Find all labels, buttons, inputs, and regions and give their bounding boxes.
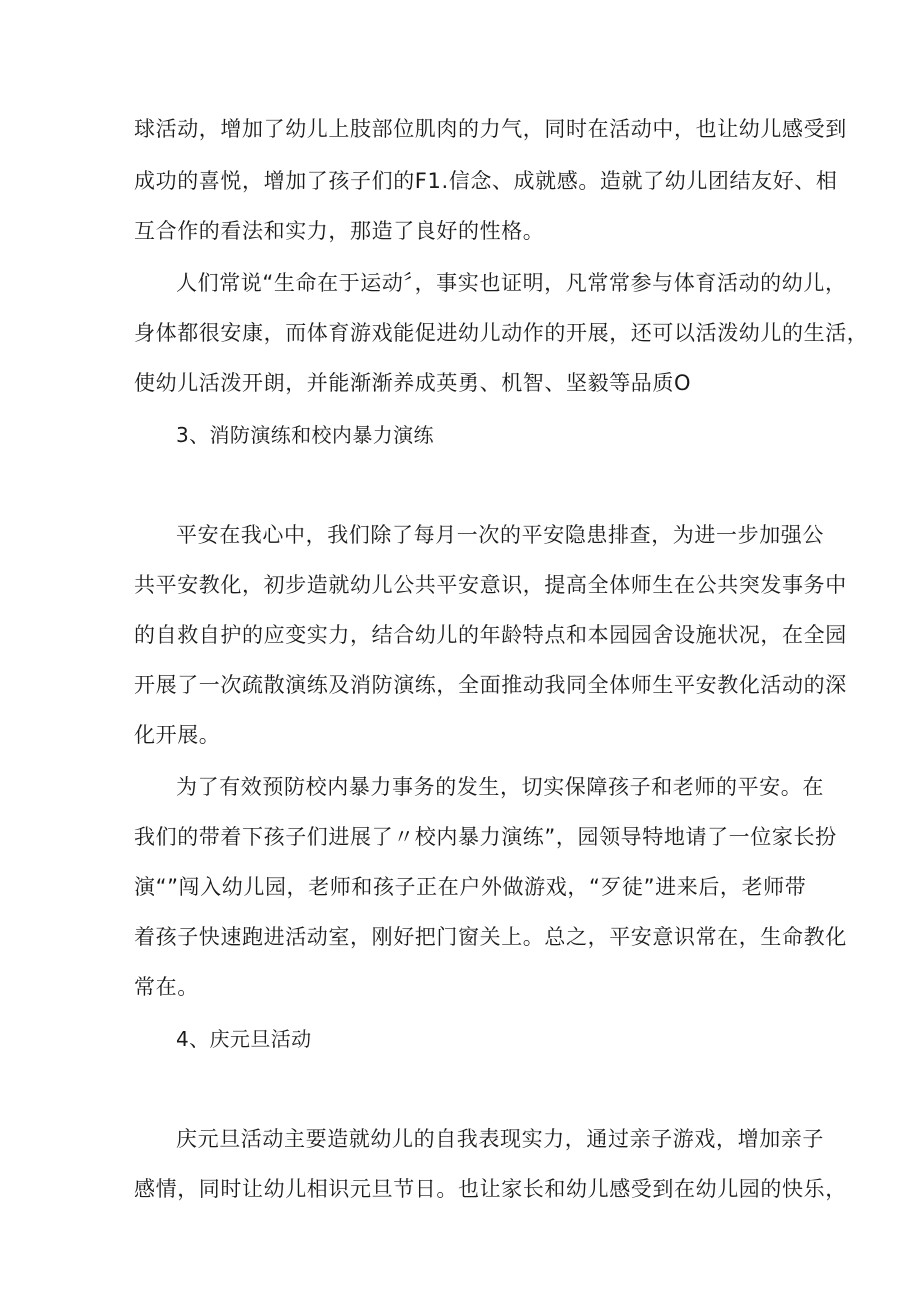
paragraph-line: 常在。: [134, 975, 199, 999]
paragraph-line: 平安在我心中，我们除了每月一次的平安隐患排查，为进一步加强公: [176, 523, 824, 547]
paragraph-line: 共平安教化，初步造就幼儿公共平安意识，提高全体师生在公共突发事务中: [134, 573, 847, 597]
paragraph-line: 我们的带着下孩子们进展了〃校内暴力演练”，园领导特地请了一位家长扮: [134, 825, 837, 849]
paragraph-line: 人们常说“生命在于运动〞，事实也证明，凡常常参与体育活动的幼儿，: [176, 271, 847, 295]
paragraph-line: 使幼儿活泼开朗，并能渐渐养成英勇、机智、坚毅等品质O: [134, 371, 692, 395]
paragraph-line: 球活动，增加了幼儿上肢部位肌肉的力气，同时在活动中，也让幼儿感受到: [134, 117, 847, 141]
section-heading: 4、庆元旦活动: [176, 1027, 312, 1051]
paragraph-line: 化开展。: [134, 723, 221, 747]
paragraph-line: 成功的喜悦，增加了孩子们的F1.信念、成就感。造就了幼儿团结友好、相: [134, 169, 838, 193]
paragraph-line: 着孩子快速跑进活动室，刚好把门窗关上。总之，平安意识常在，生命教化: [134, 925, 847, 949]
paragraph-line: 为了有效预防校内暴力事务的发生，切实保障孩子和老师的平安。在: [176, 775, 824, 799]
paragraph-line: 互合作的看法和实力，那造了良好的性格。: [134, 219, 545, 243]
section-heading: 3、消防演练和校内暴力演练: [176, 423, 434, 447]
paragraph-line: 演“”闯入幼儿园，老师和孩子正在户外做游戏，“歹徒”进来后，老师带: [134, 875, 807, 899]
paragraph-line: 开展了一次疏散演练及消防演练，全面推动我同全体师生平安教化活动的深: [134, 673, 847, 697]
paragraph-line: 身体都很安康，而体育游戏能促进幼儿动作的开展，还可以活泼幼儿的生活，: [134, 321, 869, 345]
paragraph-line: 感情，同时让幼儿相识元旦节日。也让家长和幼儿感受到在幼儿园的快乐，: [134, 1177, 847, 1201]
paragraph-line: 的自救自护的应变实力，结合幼儿的年龄特点和本园园舍设施状况，在全园: [134, 623, 847, 647]
paragraph-line: 庆元旦活动主要造就幼儿的自我表现实力，通过亲子游戏，增加亲子: [176, 1127, 824, 1151]
